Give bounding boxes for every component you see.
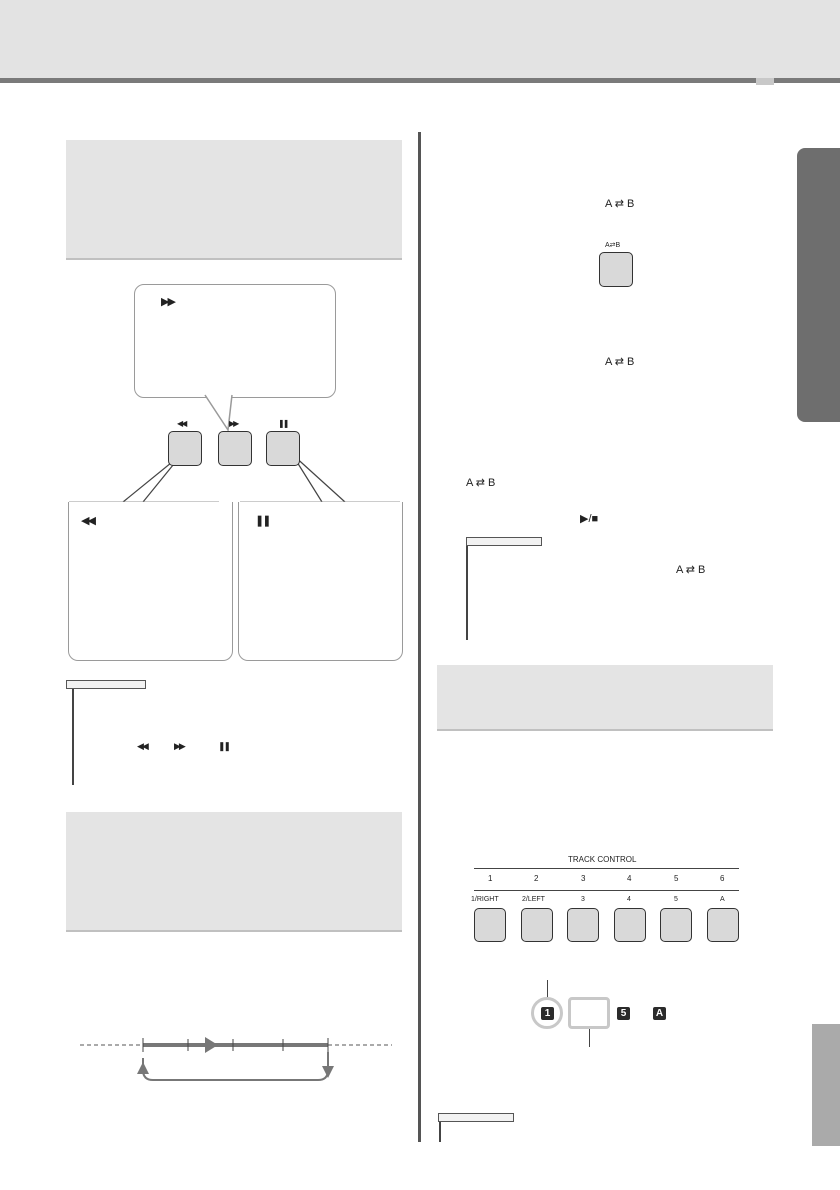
track-label: 1/RIGHT [471, 896, 499, 903]
display-track-5: 5 [617, 1007, 630, 1020]
track-label: 4 [627, 896, 631, 903]
track-label: 3 [581, 896, 585, 903]
track-label: 5 [674, 896, 678, 903]
display-leader-top [547, 980, 548, 998]
display-leader-bottom [589, 1029, 590, 1047]
note-rew-glyph: ◀◀ [137, 741, 147, 751]
ab-button-caption: A⇄B [605, 242, 621, 249]
section-heading-box-3 [437, 665, 773, 731]
track-number: 4 [627, 874, 632, 883]
track-number: 1 [488, 874, 493, 883]
ab-symbol-4: A ⇄ B [676, 564, 706, 576]
track-a-button[interactable] [707, 908, 739, 942]
note-tab-right-1 [466, 537, 542, 546]
track-4-button[interactable] [614, 908, 646, 942]
note-ff-glyph: ▶▶ [174, 741, 184, 751]
note-rule-right-2 [439, 1122, 441, 1142]
note-tab-right-2 [438, 1113, 514, 1122]
track-5-button[interactable] [660, 908, 692, 942]
rew-button-label: ◀◀ [177, 419, 186, 428]
display-track-a: A [653, 1007, 666, 1020]
track-3-button[interactable] [567, 908, 599, 942]
track-control-rule-top [474, 868, 739, 869]
track-number: 5 [674, 874, 679, 883]
ab-symbol-3: A ⇄ B [466, 477, 496, 489]
play-stop-glyph: ▶/■ [580, 513, 599, 525]
ab-repeat-button[interactable] [599, 252, 633, 287]
track-number: 3 [581, 874, 586, 883]
track-1-button[interactable] [474, 908, 506, 942]
track-control-rule-mid [474, 890, 739, 891]
note-pause-glyph: ❚❚ [218, 741, 230, 751]
note-rule-right-1 [466, 546, 468, 640]
ab-symbol-1: A ⇄ B [605, 198, 635, 210]
track-number: 6 [720, 874, 725, 883]
track-2-button[interactable] [521, 908, 553, 942]
track-control-title: TRACK CONTROL [568, 855, 637, 864]
track-label: A [720, 896, 725, 903]
pause-callout-heading: ❚❚ [255, 515, 270, 527]
track-number: 2 [534, 874, 539, 883]
pause-button-label: ❚❚ [278, 419, 288, 428]
display-track-1: 1 [541, 1007, 554, 1020]
display-blank-area [568, 997, 610, 1029]
rew-callout-heading: ◀◀ [81, 515, 94, 527]
ff-button-label: ▶▶ [229, 419, 238, 428]
track-label: 2/LEFT [522, 896, 545, 903]
ab-symbol-2: A ⇄ B [605, 356, 635, 368]
ff-callout-heading: ▶▶ [161, 296, 174, 308]
